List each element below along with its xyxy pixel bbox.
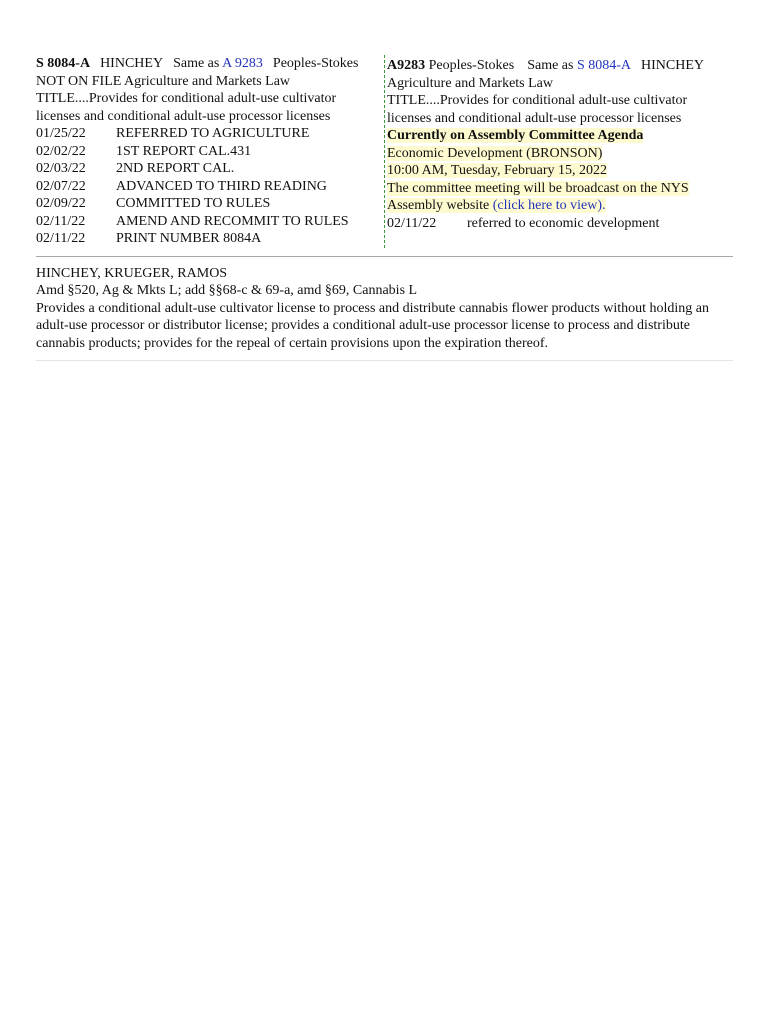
summary-sponsors: HINCHEY, KRUEGER, RAMOS	[36, 265, 228, 281]
bill-summary	[36, 257, 733, 353]
action-date: 01/25/22	[36, 126, 86, 141]
action-text: ADVANCED TO THIRD READING	[116, 178, 327, 194]
assembly-same-as-sponsor: HINCHEY	[641, 58, 705, 73]
assembly-law-line: Agriculture and Markets Law	[387, 75, 553, 91]
assembly-action-row	[387, 215, 733, 233]
senate-action-row	[36, 160, 382, 178]
assembly-title-line-2: licenses and conditional adult-use processor licenses	[387, 110, 682, 126]
action-text: PRINT NUMBER 8084A	[116, 231, 262, 246]
bottom-divider	[36, 360, 733, 361]
senate-same-as-sponsor: Peoples-Stokes	[272, 56, 359, 71]
assembly-bill-number: A9283	[387, 58, 426, 73]
assembly-title-line-1: TITLE....Provides for conditional adult-use cultivator	[387, 93, 688, 108]
action-text: 2ND REPORT CAL.	[116, 161, 235, 176]
committee-agenda-notice	[387, 127, 733, 215]
action-date: 02/09/22	[36, 196, 86, 211]
assembly-bill-panel	[385, 55, 733, 248]
senate-header	[36, 55, 382, 73]
senate-bill-number: S 8084-A	[36, 56, 91, 71]
senate-action-row	[36, 143, 382, 161]
senate-action-row	[36, 213, 382, 231]
action-text: referred to economic development	[467, 215, 660, 231]
assembly-sponsor: Peoples-Stokes	[428, 58, 515, 73]
agenda-broadcast-line-1: The committee meeting will be broadcast on the NYS	[387, 180, 689, 196]
action-text: 1ST REPORT CAL.431	[116, 143, 252, 159]
summary-amends: Amd §520, Ag & Mkts L; add §§68-c & 69-a, amd §69, Cannabis L	[36, 283, 418, 298]
agenda-broadcast-line-2: Assembly website	[387, 198, 490, 213]
assembly-same-as-label: Same as	[527, 58, 574, 73]
action-date: 02/03/22	[36, 161, 86, 176]
broadcast-view-link[interactable]: (click here to view).	[492, 198, 606, 213]
senate-title-line-1: TITLE....Provides for conditional adult-use cultivator	[36, 91, 337, 106]
agenda-time: 10:00 AM, Tuesday, February 15, 2022	[387, 163, 607, 178]
senate-file-line: NOT ON FILE Agriculture and Markets Law	[36, 73, 291, 89]
senate-title-line-2: licenses and conditional adult-use processor licenses	[36, 108, 331, 124]
assembly-header	[387, 57, 733, 75]
senate-action-row	[36, 230, 382, 248]
bill-columns	[36, 55, 733, 248]
senate-sponsor: HINCHEY	[100, 56, 164, 71]
action-date: 02/07/22	[36, 178, 86, 194]
senate-action-list	[36, 125, 382, 248]
agenda-title: Currently on Assembly Committee Agenda	[387, 128, 644, 143]
action-text: COMMITTED TO RULES	[116, 196, 271, 211]
action-text: REFERRED TO AGRICULTURE	[116, 126, 310, 141]
senate-bill-link[interactable]: S 8084-A	[576, 58, 632, 73]
senate-action-row	[36, 125, 382, 143]
bill-comparison	[36, 55, 733, 361]
senate-bill-panel	[36, 55, 384, 248]
action-date: 02/11/22	[36, 231, 86, 246]
senate-action-row	[36, 195, 382, 213]
senate-same-as-label: Same as	[173, 56, 220, 71]
summary-description: Provides a conditional adult-use cultivator license to process and distribute cannabis flower products without holding an adult-use processor or distributor license; provides a conditional adult-use processor license to process and distribute cannabis products; provides for the repeal of certain provisions upon the expiration thereof.	[36, 300, 710, 351]
action-date: 02/02/22	[36, 143, 86, 159]
action-date: 02/11/22	[387, 215, 437, 231]
assembly-action-list	[387, 215, 733, 233]
agenda-committee: Economic Development (BRONSON)	[387, 145, 603, 161]
action-text: AMEND AND RECOMMIT TO RULES	[116, 213, 349, 229]
action-date: 02/11/22	[36, 213, 86, 229]
senate-action-row	[36, 178, 382, 196]
assembly-bill-link[interactable]: A 9283	[222, 56, 263, 71]
